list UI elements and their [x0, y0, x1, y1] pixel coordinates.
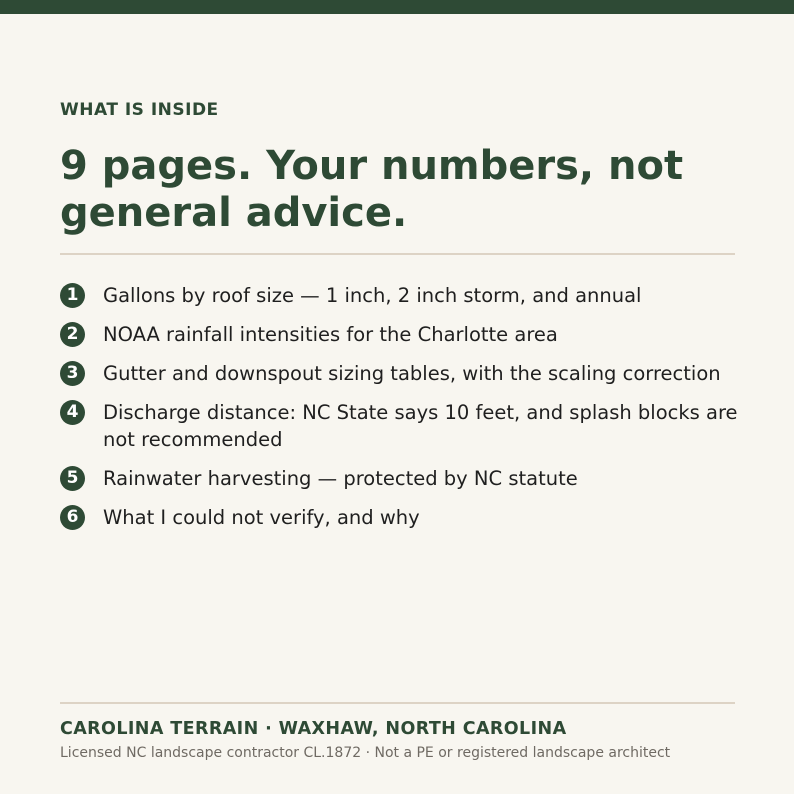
number-badge: 2 — [60, 322, 85, 347]
list-item-text: Discharge distance: NC State says 10 feet, and splash blocks are not recommended — [103, 401, 738, 451]
list-item-text: Rainwater harvesting — protected by NC statute — [103, 467, 578, 490]
number-badge: 4 — [60, 400, 85, 425]
number-badge: 1 — [60, 283, 85, 308]
divider-bottom — [60, 702, 735, 704]
footer-brand: CAROLINA TERRAIN · WAXHAW, NORTH CAROLINA — [60, 719, 567, 739]
page-headline: 9 pages. Your numbers, not general advice. — [60, 143, 684, 236]
list-item-text: What I could not verify, and why — [103, 506, 420, 529]
contents-list — [60, 282, 740, 543]
section-eyebrow: WHAT IS INSIDE — [60, 100, 219, 120]
list-item-text: Gutter and downspout sizing tables, with the scaling correction — [103, 362, 721, 385]
number-badge: 6 — [60, 505, 85, 530]
footer-disclaimer: Licensed NC landscape contractor CL.1872 · Not a PE or registered landscape architect — [60, 745, 671, 761]
list-item-text: Gallons by roof size — 1 inch, 2 inch storm, and annual — [103, 284, 642, 307]
list-item — [60, 465, 740, 492]
number-badge: 3 — [60, 361, 85, 386]
list-item-text: NOAA rainfall intensities for the Charlotte area — [103, 323, 558, 346]
list-item — [60, 321, 740, 348]
top-accent-bar — [0, 0, 794, 14]
list-item — [60, 360, 740, 387]
list-item — [60, 504, 740, 531]
number-badge: 5 — [60, 466, 85, 491]
list-item — [60, 399, 740, 453]
list-item — [60, 282, 740, 309]
divider-top — [60, 253, 735, 255]
